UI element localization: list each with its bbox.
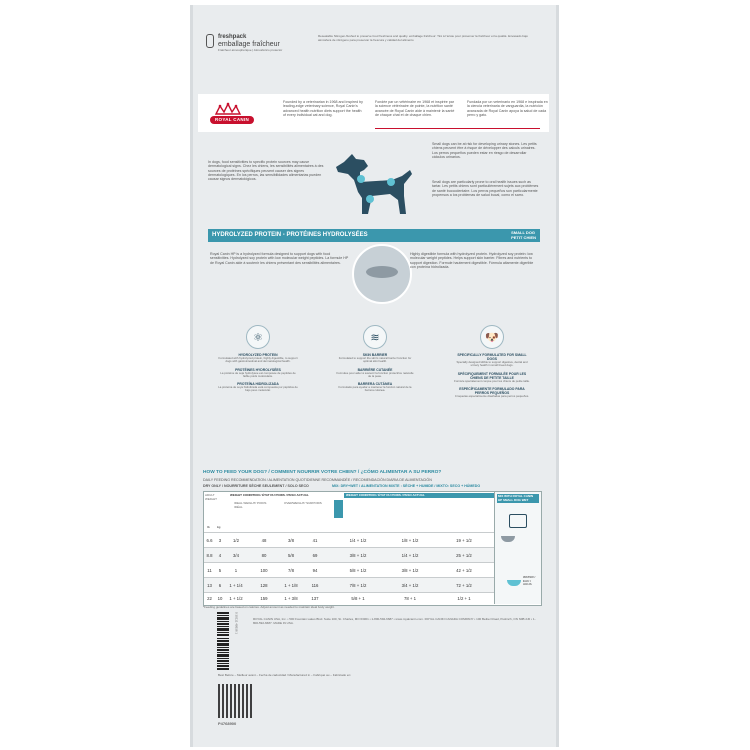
feature-title-es: ESPECÍFICAMENTE FORMULADO PARA PERROS PEQUEÑOS (459, 386, 525, 395)
feature-title-fr: SPÉCIFIQUEMENT FORMULÉE POUR LES CHIENS DE PETITE TAILLE (457, 371, 527, 380)
freshpack-subtitle: Fraîcheur atmosphérique | Atmosférico protector (218, 48, 283, 52)
kibble-circle (352, 244, 412, 304)
barcode (217, 612, 229, 670)
table-cell: 7/8 (288, 568, 294, 573)
water-bowl-icon (507, 580, 521, 586)
table-cell: 5/8 + 1 (351, 596, 365, 601)
table-row (204, 547, 541, 563)
table-row (204, 532, 541, 548)
freshpack-logo (206, 34, 214, 48)
small-dog-silhouette (330, 152, 425, 220)
small-dog-right-bottom: Small dogs are particularly prone to oral health issues such as tartar. Les petits chiens sont particulièrement sujets aux problèmes de santé buccodentaire. Los perros pequeños son particularmente propensos a los problemas de salud bucal, como el sarro. (432, 180, 539, 197)
table-cell: 128 (260, 583, 268, 588)
freshpack-title: freshpack (218, 34, 247, 40)
banner-size-en: SMALL DOG (511, 230, 536, 235)
table-cell: 1/2 + 1 (457, 596, 471, 601)
table-cell: 159 (260, 596, 268, 601)
feature-text-es: Croquetas especialmente diseñadas para perros pequeños. (454, 393, 530, 398)
feature-title: SPECIFICALLY FORMULATED FOR SMALL DOGS (457, 353, 527, 361)
feature-text-fr: Formulée pour aider à soutenir la fonction protectrice naturelle de la peau. (336, 370, 414, 378)
table-cell: 6.6 (206, 538, 213, 543)
table-cell: 3/4 (233, 553, 239, 558)
table-cell: 7/8 + 1/2 (349, 583, 367, 588)
table-cell: 1 + 3/8 (284, 596, 298, 601)
feeding-subheading: DAILY FEEDING RECOMMENDATION / ALIMENTATION QUOTIDIENNE RECOMMANDÉE / RECOMENDACIÓN DIARIA DE ALIMENTACIÓN (203, 478, 432, 482)
table-cell: 94 (312, 568, 318, 573)
table-cell: 3/4 + 1/2 (401, 583, 419, 588)
table-cell: 13 (207, 583, 212, 588)
kibble-bowl-small-icon (501, 536, 515, 542)
table-cell: 1/4 + 1/2 (401, 553, 419, 558)
dog-head-icon: 🐶 (480, 325, 504, 349)
table-cell: 3 (218, 538, 222, 543)
hp-left-text: Royal Canin HP is a hydrolyzed formula designed to support dogs with food sensitivities. Hydrolyzed soy protein with low molecular weight peptides. La formule HP de Royal Canin aide à soutenir les chiens présentant des sensibilités alimentaires. (210, 252, 349, 265)
table-col-ideal: IDEAL WEIGHT/ POIDS IDÉAL (234, 501, 267, 509)
best-before: Best Before – Meilleur avant – Fecha de caducidad / Manufactured in – Fabriqué au – Fabricado en: (218, 673, 352, 677)
distributor-text: ROYAL CANIN USA, Inc. • 500 Fountain Lakes Blvd. Suite 100, St. Charles, MO 63301 • 1-800-592-6687 • www.royalcanin.com. ROYAL CANIN CANADA COMPANY • 100 Beiber Road, Puslinch, ON N0B 2J0 • 1-800-592-6687. MADE IN USA. (253, 617, 536, 625)
table-mix-badge (334, 500, 343, 518)
red-rule (375, 128, 540, 129)
feature-title: SKIN BARRIER (362, 353, 388, 357)
table-cell: 116 (311, 583, 319, 588)
freshpack-title-fr: emballage fraîcheur (218, 41, 280, 48)
banner-size-fr: PETIT CHIEN (511, 235, 536, 240)
table-cell: 4 (218, 553, 222, 558)
feature-hydrolyzed (218, 325, 298, 393)
hp-right-text: Highly digestible formula with hydrolyzed protein. Hydrolyzed soy protein: low molecular weight peptides. Helps support skin barrier. Fibres and nutrients to support digestion. Formule hautement digestible. Fórmula altamente digerible con proteína hidrolizada. (410, 252, 534, 269)
table-cell: 5/8 + 1/2 (349, 568, 367, 573)
table-cell: 22 (207, 596, 212, 601)
table-row (204, 577, 541, 593)
mix-side-title: MIX WITH ROYAL CANIN HP SMALL DOG WET (497, 494, 539, 503)
feeding-dry-only: DRY ONLY / NOURRITURE SÈCHE SEULEMENT / SOLO SECO (203, 484, 309, 488)
feature-text-fr: La protéine de soja hydrolysée est composée de peptides de faible poids moléculaire. (220, 370, 296, 378)
feature-title-fr: BARRIÈRE CUTANÉE (357, 367, 393, 372)
table-cell: 42 + 1/2 (456, 568, 472, 573)
feature-title-es: BARRERA CUTÁNEA (357, 382, 393, 387)
table-cell: 25 + 1/2 (456, 553, 472, 558)
table-cell: 5/8 (288, 553, 294, 558)
table-cell: 78 + 1 (403, 596, 417, 601)
feature-small-dogs (452, 325, 532, 398)
table-cell: 1 + 1/8 (284, 583, 298, 588)
feature-skin-barrier (335, 325, 415, 393)
feature-text: Formulated with hydrolyzed protein, highly digestible, to support dogs with gastrointestinal and dermatological health. (218, 356, 298, 364)
table-cell: 1/4 + 1/2 (349, 538, 367, 543)
table-cell: 41 (312, 538, 318, 543)
royal-canin-logo (206, 102, 258, 126)
table-unit-kg: kg (217, 525, 221, 529)
banner-size (511, 230, 536, 240)
can-icon (509, 514, 527, 528)
table-row (204, 592, 541, 605)
crown-icon (206, 102, 258, 126)
table-cell: 100 (260, 568, 268, 573)
table-cell: 3/8 + 1/2 (349, 553, 367, 558)
feeding-heading: HOW TO FEED YOUR DOG? / COMMENT NOURRIR VOTRE CHIEN? / ¿CÓMO ALIMENTAR A SU PERRO? (203, 470, 442, 475)
table-col-over: OVERWEIGHT/ SURPOIDS (284, 501, 322, 505)
table-cell: 48 (261, 538, 267, 543)
feature-text: Formulated to support the skin's natural barrier function for optimal skin health. (338, 356, 412, 364)
mix-side-panel (494, 492, 541, 604)
feeding-table (203, 491, 542, 606)
skin-layer-icon: ≋ (363, 325, 387, 349)
kibble-bowl-icon (366, 266, 398, 278)
table-unit-lb: lb (207, 525, 210, 529)
table-cell: 137 (311, 596, 319, 601)
feature-text-es: Formulado para ayudar a mantener la función natural de la barrera cutánea. (338, 385, 412, 393)
table-cell: 6 (218, 583, 222, 588)
table-cell: 72 + 1/2 (456, 583, 472, 588)
brand-name: ROYAL CANIN (214, 117, 250, 122)
table-cell: 69 (312, 553, 318, 558)
feature-text-fr: Formule spécialement conçue pour les chiens de petite taille. (454, 378, 530, 383)
table-cell: 1/8 + 1/2 (401, 538, 419, 543)
table-cell: 80 (261, 553, 267, 558)
feature-title-fr: PROTÉINES HYDROLYSÉES (235, 367, 281, 372)
table-cell: 1 + 1/2 (229, 596, 243, 601)
table-cell: 10 (217, 596, 223, 601)
feature-title-es: PROTEÍNA HIDROLIZADA (237, 382, 279, 387)
table-col-adult: ADULT WEIGHT (205, 493, 217, 501)
small-dog-right-top: Small dogs can be at risk for developing urinary stones. Les petits chiens peuvent être à risque de développer des calculs urinaires. Los perros pequeños pueden estar en riesgo de desarrollar cálculos urinarios. (432, 142, 537, 159)
table-cell: 19 + 1/2 (456, 538, 472, 543)
product-code: P4768900 (218, 721, 237, 726)
table-cell: 1/2 (233, 538, 239, 543)
table-cell: 5 (218, 568, 222, 573)
qr-code (218, 684, 252, 718)
table-cell: 8.8 (206, 553, 213, 558)
table-cell: 11 (207, 568, 212, 573)
intro-fr: Fondée par un vétérinaire en 1968 et inspirée par la science vétérinaire de pointe, la nutrition santé avancée de Royal Canin aide à maintenir la santé de chaque chat et de chaque chien. (375, 100, 455, 117)
banner-title: HYDROLYZED PROTEIN - PROTÉINES HYDROLYSÉES (212, 232, 368, 238)
intro-es: Fundada por un veterinario en 1968 e inspirada en la ciencia veterinaria de vanguardia, la nutrición avanzada de Royal Canin apoya la salud de cada perro y gato. (467, 100, 548, 117)
water-label: WATER / EAU / AGUA (523, 575, 536, 587)
feature-text-es: La proteína de soya hidrolizada está compuesta por péptidos de bajo peso molecular. (218, 385, 298, 393)
table-header-dry: WEIGHT CONDITION / ÉTAT DU POIDS / PESO ACTUAL (228, 493, 330, 498)
table-cell: 1 + 1/4 (229, 583, 243, 588)
table-row (204, 562, 541, 578)
table-cell: 3/8 + 1/2 (401, 568, 419, 573)
feature-text: Specially designed kibble to support digestive, dental and urinary health in small breed dogs. (456, 360, 528, 368)
hydrolyzed-banner (208, 229, 540, 242)
barcode-number: 0 30111 49538 1 (234, 612, 239, 635)
table-cell: 3/8 (288, 538, 294, 543)
table-header-wet: WEIGHT CONDITION / ÉTAT DU POIDS / PESO ACTUAL (344, 493, 496, 498)
freshpack-body: Resealable Nitrogen-flushed to preserve food freshness and quality. emballage fraîcheur: Tiré à l'azote pour préserver la fraîcheur et la qualité. Envasado bajo atmósfera de nitrógeno para preservar la frescura y calidad del alimento (318, 34, 528, 42)
feeding-mix: MIX: DRY+WET / ALIMENTATION MIXTE : SÈCHE + HUMIDE / MIXTO: SECO + HÚMEDO (332, 484, 481, 488)
feature-title: HYDROLYZED PROTEIN (238, 353, 278, 357)
protein-molecule-icon: ⚛ (246, 325, 270, 349)
small-dog-left-text: In dogs, food sensitivities to specific protein sources may cause dermatological signs. Chez les chiens, les sensibilités alimentaires à des sources de protéines spécifiques peuvent causer des signes dermatologiques. En los perros, las sensibilidades alimentarias pueden causar signos dermatológicos. (208, 160, 324, 182)
intro-en: Founded by a veterinarian in 1968 and inspired by leading-edge veterinary science, Royal Canin's advanced health nutrition diets support the health of every individual cat and dog. (283, 100, 363, 117)
table-cell: 1 (234, 568, 238, 573)
feeding-footnote: *Feeding guidelines are based on calories. Adjust amount as needed to maintain ideal body weight. (203, 605, 335, 609)
bag-edge-right (556, 5, 559, 747)
